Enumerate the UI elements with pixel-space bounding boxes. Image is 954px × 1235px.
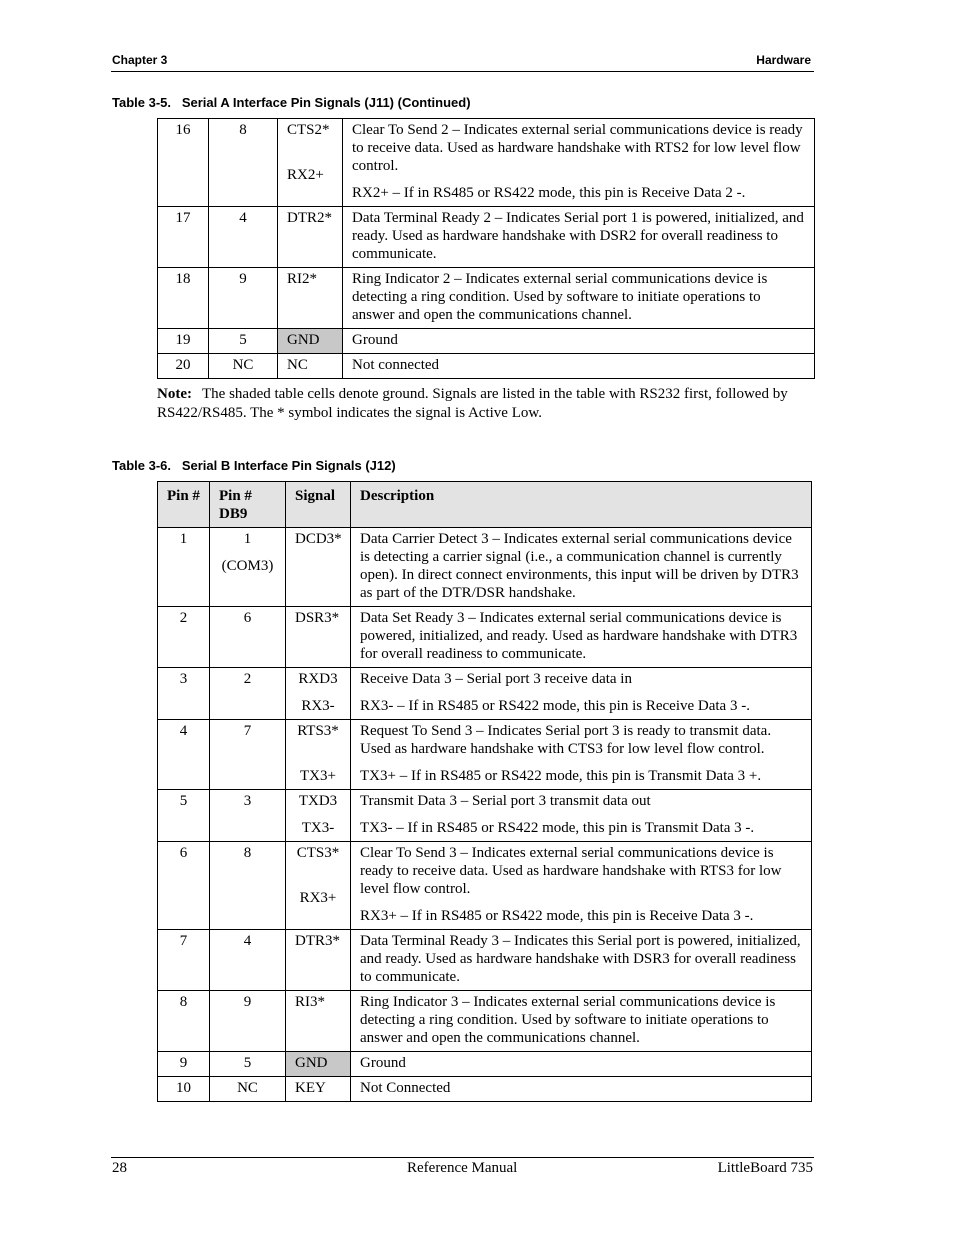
pin-cell: 9 [158, 1052, 210, 1077]
description-alt-text: RX3- – If in RS485 or RS422 mode, this pin is Receive Data 3 -. [360, 698, 750, 714]
description-cell: Data Carrier Detect 3 – Indicates external serial communications device is detecting a carrier signal (i.e., a communication channel is currently open). In direct connect environments, this input will be driven by DTR3 as part of the DTR/DSR handshake. [351, 528, 812, 607]
signal-cell [278, 119, 343, 207]
db9-number: 1 [243, 531, 252, 547]
table-a [157, 118, 815, 379]
signal-name-alt: TX3+ [300, 768, 336, 784]
signal-name-alt: TX3- [301, 820, 335, 836]
description-alt-text: TX3- – If in RS485 or RS422 mode, this pin is Transmit Data 3 -. [360, 820, 755, 836]
header-signal: Signal [286, 482, 351, 528]
table-row [158, 207, 815, 268]
signal-cell [286, 668, 351, 720]
signal-cell [286, 720, 351, 790]
db9-cell: 5 [209, 329, 278, 354]
footer-product: LittleBoard 735 [717, 1160, 813, 1176]
description-text: Request To Send 3 – Indicates Serial port 3 is ready to transmit data. Used as hardware handshake with CTS3 for low level flow control. [360, 723, 772, 757]
table-b [157, 481, 812, 1102]
header-db9-line2: DB9 [219, 506, 248, 522]
signal-cell [286, 842, 351, 930]
pin-cell: 7 [158, 930, 210, 991]
db9-cell: 9 [209, 268, 278, 329]
header-pin: Pin # [158, 482, 210, 528]
pin-cell: 4 [158, 720, 210, 790]
header-db9-line1: Pin # [219, 488, 252, 504]
db9-com-label: (COM3) [221, 558, 274, 574]
description-cell: Ground [351, 1052, 812, 1077]
pin-cell: 20 [158, 354, 209, 379]
table-header-row [158, 482, 812, 528]
description-text: Receive Data 3 – Serial port 3 receive data in [360, 671, 632, 687]
table-row [158, 119, 815, 207]
table-row [158, 329, 815, 354]
signal-name-alt: RX3+ [299, 890, 337, 906]
description-cell: Data Terminal Ready 2 – Indicates Serial port 1 is powered, initialized, and ready. Used as hardware handshake with DSR2 for overall readiness to communicate. [343, 207, 815, 268]
db9-cell: 9 [210, 991, 286, 1052]
table-row [158, 1052, 812, 1077]
signal-cell: RI3* [286, 991, 351, 1052]
db9-cell: 4 [210, 930, 286, 991]
section-label: Hardware [756, 53, 811, 67]
pin-cell: 16 [158, 119, 209, 207]
signal-name: TXD3 [298, 793, 338, 809]
table-row [158, 720, 812, 790]
header-rule [111, 71, 814, 72]
description-alt-text: RX2+ – If in RS485 or RS422 mode, this pin is Receive Data 2 -. [352, 185, 746, 201]
pin-cell: 6 [158, 842, 210, 930]
description-cell: Ring Indicator 2 – Indicates external serial communications device is detecting a ring condition. Used by software to initiate operations to answer and open the communications channel. [343, 268, 815, 329]
signal-name-alt: RX3- [301, 698, 335, 714]
description-text: Transmit Data 3 – Serial port 3 transmit data out [360, 793, 651, 809]
pin-cell: 3 [158, 668, 210, 720]
signal-name: CTS2* [287, 122, 330, 138]
table-row [158, 528, 812, 607]
table-row [158, 354, 815, 379]
description-cell: Data Terminal Ready 3 – Indicates this Serial port is powered, initialized, and ready. Used as hardware handshake with DSR3 for overall readiness to communicate. [351, 930, 812, 991]
description-cell [351, 790, 812, 842]
table-a-caption: Table 3-5. Serial A Interface Pin Signals (J11) (Continued) [112, 95, 471, 110]
description-cell: Not Connected [351, 1077, 812, 1102]
ground-signal-cell: GND [286, 1052, 351, 1077]
pin-cell: 10 [158, 1077, 210, 1102]
description-text: Clear To Send 3 – Indicates external serial communications device is ready to receive data. Used as hardware handshake with RTS3 for low level flow control. [360, 845, 782, 897]
table-row [158, 668, 812, 720]
pin-cell: 17 [158, 207, 209, 268]
signal-cell: NC [278, 354, 343, 379]
signal-name: RXD3 [298, 671, 338, 687]
signal-cell: DTR2* [278, 207, 343, 268]
description-cell: Ground [343, 329, 815, 354]
table-row [158, 607, 812, 668]
db9-cell: 3 [210, 790, 286, 842]
pin-cell: 1 [158, 528, 210, 607]
description-cell: Ring Indicator 3 – Indicates external serial communications device is detecting a ring condition. Used by software to initiate operations to answer and open the communications channel. [351, 991, 812, 1052]
header-db9 [210, 482, 286, 528]
table-row [158, 1077, 812, 1102]
table-row [158, 842, 812, 930]
signal-cell: DCD3* [286, 528, 351, 607]
note-label: Note: [157, 386, 192, 402]
description-alt-text: TX3+ – If in RS485 or RS422 mode, this pin is Transmit Data 3 +. [360, 768, 762, 784]
signal-cell: RI2* [278, 268, 343, 329]
description-text: Clear To Send 2 – Indicates external serial communications device is ready to receive data. Used as hardware handshake with RTS2 for low level flow control. [352, 122, 803, 174]
signal-name: RTS3* [297, 723, 339, 739]
db9-cell: 5 [210, 1052, 286, 1077]
ground-signal-cell: GND [278, 329, 343, 354]
description-cell [351, 720, 812, 790]
table-row [158, 268, 815, 329]
db9-cell: NC [210, 1077, 286, 1102]
db9-cell: 8 [210, 842, 286, 930]
description-cell [343, 119, 815, 207]
description-cell [351, 668, 812, 720]
table-row [158, 930, 812, 991]
footer-rule [111, 1157, 814, 1158]
note-block [157, 385, 817, 423]
signal-cell: DSR3* [286, 607, 351, 668]
db9-cell: 7 [210, 720, 286, 790]
signal-cell [286, 790, 351, 842]
description-cell: Data Set Ready 3 – Indicates external serial communications device is powered, initialized, and ready. Used as hardware handshake with DTR3 for overall readiness to communicate. [351, 607, 812, 668]
db9-cell: 4 [209, 207, 278, 268]
chapter-label: Chapter 3 [112, 53, 168, 67]
table-row [158, 991, 812, 1052]
signal-name: CTS3* [296, 845, 340, 861]
note-text: The shaded table cells denote ground. Signals are listed in the table with RS232 first, followed by RS422/RS485. The * symbol indicates the signal is Active Low. [157, 386, 788, 421]
signal-cell: KEY [286, 1077, 351, 1102]
pin-cell: 2 [158, 607, 210, 668]
db9-cell: 2 [210, 668, 286, 720]
table-row [158, 790, 812, 842]
signal-name-alt: RX2+ [287, 167, 324, 183]
table-b-caption: Table 3-6. Serial B Interface Pin Signals (J12) [112, 458, 396, 473]
db9-cell: NC [209, 354, 278, 379]
description-cell: Not connected [343, 354, 815, 379]
footer-title: Reference Manual [407, 1160, 518, 1176]
page-number: 28 [112, 1160, 127, 1176]
header-description: Description [351, 482, 812, 528]
description-alt-text: RX3+ – If in RS485 or RS422 mode, this pin is Receive Data 3 -. [360, 908, 754, 924]
pin-cell: 5 [158, 790, 210, 842]
db9-cell: 8 [209, 119, 278, 207]
pin-cell: 18 [158, 268, 209, 329]
description-cell [351, 842, 812, 930]
signal-cell: DTR3* [286, 930, 351, 991]
pin-cell: 8 [158, 991, 210, 1052]
pin-cell: 19 [158, 329, 209, 354]
db9-cell [210, 528, 286, 607]
db9-cell: 6 [210, 607, 286, 668]
